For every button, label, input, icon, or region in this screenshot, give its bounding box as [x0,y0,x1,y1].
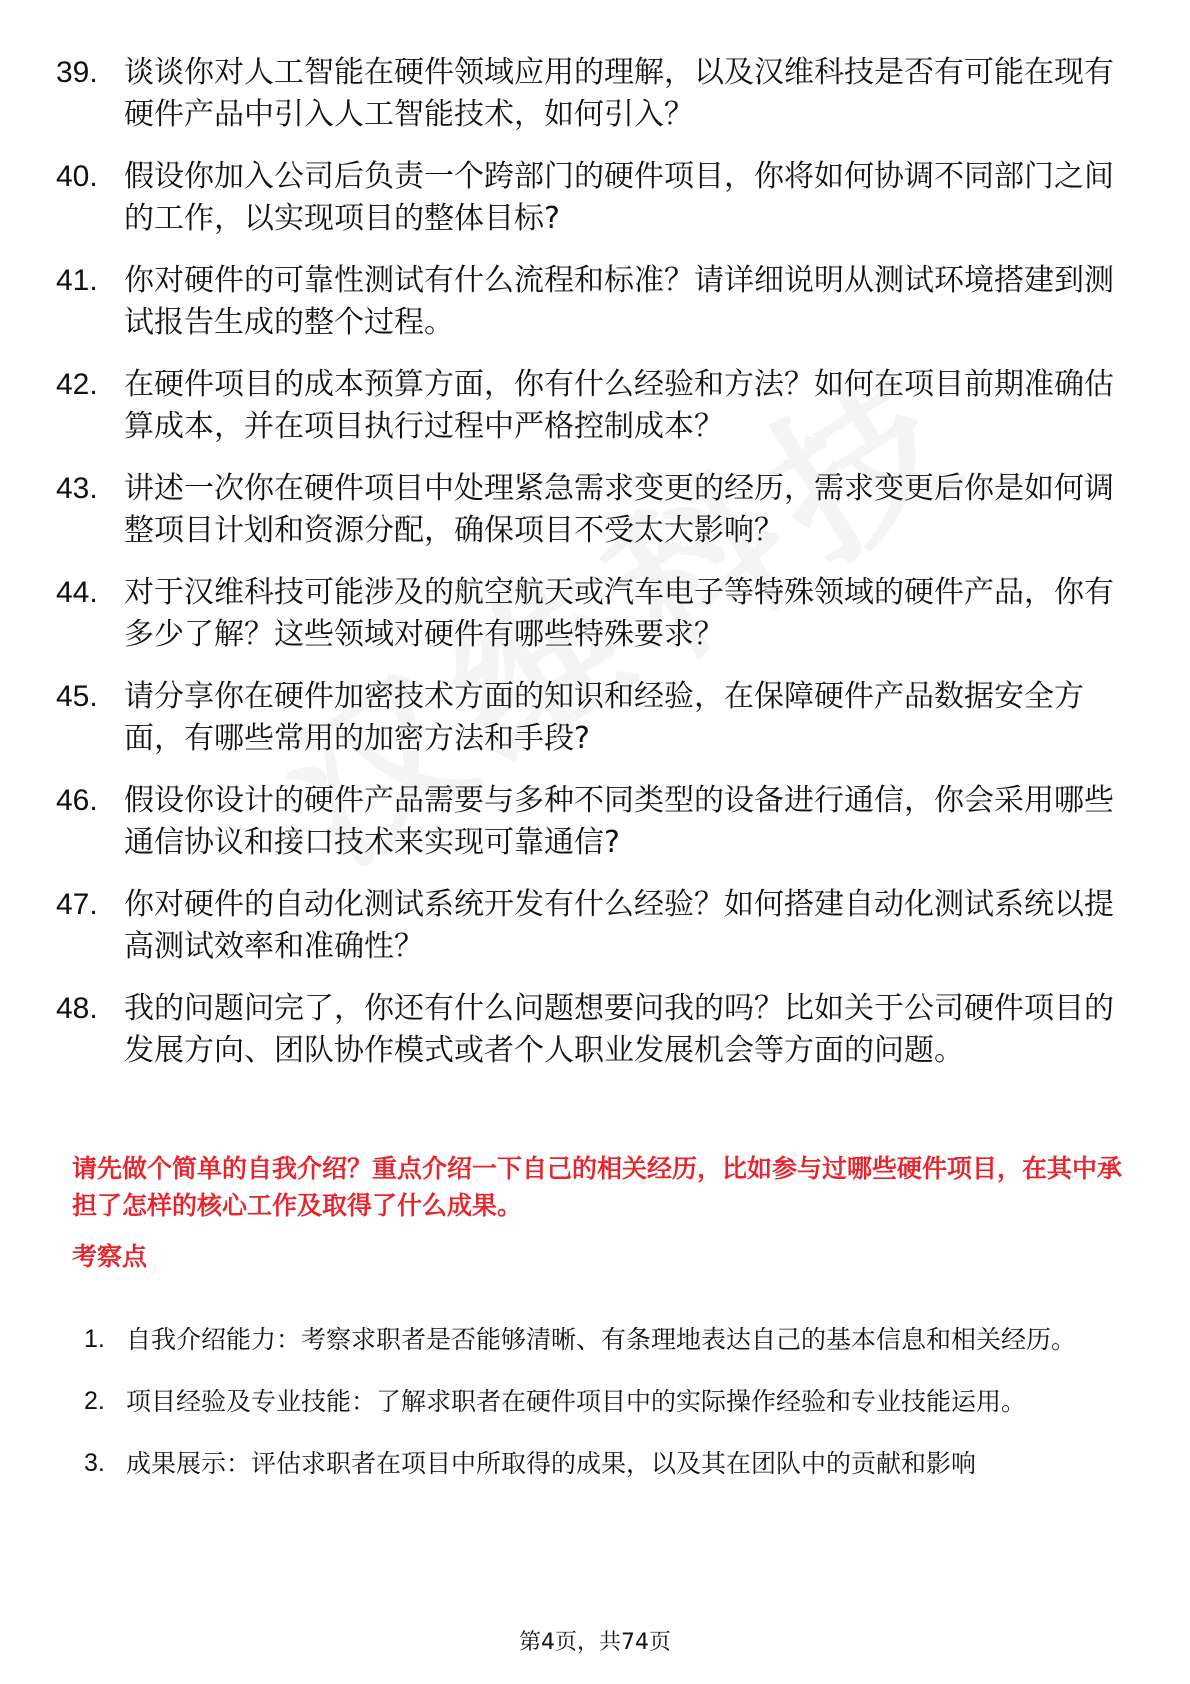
point-text: 项目经验及专业技能：了解求职者在硬件项目中的实际操作经验和专业技能运用。 [126,1387,1027,1416]
question-number: 48. [56,992,98,1025]
question-text: 假设你加入公司后负责一个跨部门的硬件项目，你将如何协调不同部门之间的工作，以实现项目的整体目标? [124,159,1114,236]
section-title: 考察点 [72,1242,148,1271]
question-text: 谈谈你对人工智能在硬件领域应用的理解，以及汉维科技是否有可能在现有硬件产品中引入人工智能技术，如何引入？ [124,55,1114,132]
point-number: 1. [84,1325,105,1353]
question-number: 43. [56,472,98,505]
highlight-question: 请先做个简单的自我介绍？重点介绍一下自己的相关经历，比如参与过哪些硬件项目，在其中承担了怎样的核心工作及取得了什么成果。 [72,1154,1123,1220]
list-item [56,468,1116,552]
list-item [56,676,1116,760]
question-text: 在硬件项目的成本预算方面，你有什么经验和方法？如何在项目前期准确估算成本，并在项目执行过程中严格控制成本？ [124,367,1114,444]
list-item [56,780,1116,864]
question-number: 39. [56,56,98,89]
question-text: 讲述一次你在硬件项目中处理紧急需求变更的经历，需求变更后你是如何调整项目计划和资源分配，确保项目不受太大影响？ [124,471,1114,548]
question-text: 假设你设计的硬件产品需要与多种不同类型的设备进行通信，你会采用哪些通信协议和接口技术来实现可靠通信? [124,783,1114,860]
question-text: 请分享你在硬件加密技术方面的知识和经验，在保障硬件产品数据安全方面，有哪些常用的加密方法和手段? [124,679,1084,756]
list-item [56,52,1116,136]
list-item [84,1310,1124,1369]
question-text: 我的问题问完了，你还有什么问题想要问我的吗？比如关于公司硬件项目的发展方向、团队协作模式或者个人职业发展机会等方面的问题。 [124,991,1114,1068]
point-text: 成果展示：评估求职者在项目中所取得的成果，以及其在团队中的贡献和影响 [126,1449,977,1478]
question-number: 41. [56,264,98,297]
list-item [56,364,1116,448]
question-text: 你对硬件的可靠性测试有什么流程和标准？请详细说明从测试环境搭建到测试报告生成的整个过程。 [124,263,1114,340]
question-number: 45. [56,680,98,713]
list-item [84,1434,1124,1493]
question-number: 42. [56,368,98,401]
point-number: 3. [84,1449,105,1477]
question-text: 对于汉维科技可能涉及的航空航天或汽车电子等特殊领域的硬件产品，你有多少了解？这些领域对硬件有哪些特殊要求？ [124,575,1114,652]
point-number: 2. [84,1387,105,1415]
list-item [56,988,1116,1072]
page-footer: 第4页，共74页 [519,1630,671,1655]
question-number: 47. [56,888,98,921]
list-item [56,260,1116,344]
question-list [56,52,1116,1092]
question-number: 46. [56,784,98,817]
list-item [56,156,1116,240]
list-item [56,884,1116,968]
list-item [84,1372,1124,1431]
question-number: 44. [56,576,98,609]
evaluation-points-list [84,1310,1124,1496]
point-text: 自我介绍能力：考察求职者是否能够清晰、有条理地表达自己的基本信息和相关经历。 [126,1325,1077,1354]
question-text: 你对硬件的自动化测试系统开发有什么经验？如何搭建自动化测试系统以提高测试效率和准确性？ [124,887,1114,964]
question-number: 40. [56,160,98,193]
list-item [56,572,1116,656]
